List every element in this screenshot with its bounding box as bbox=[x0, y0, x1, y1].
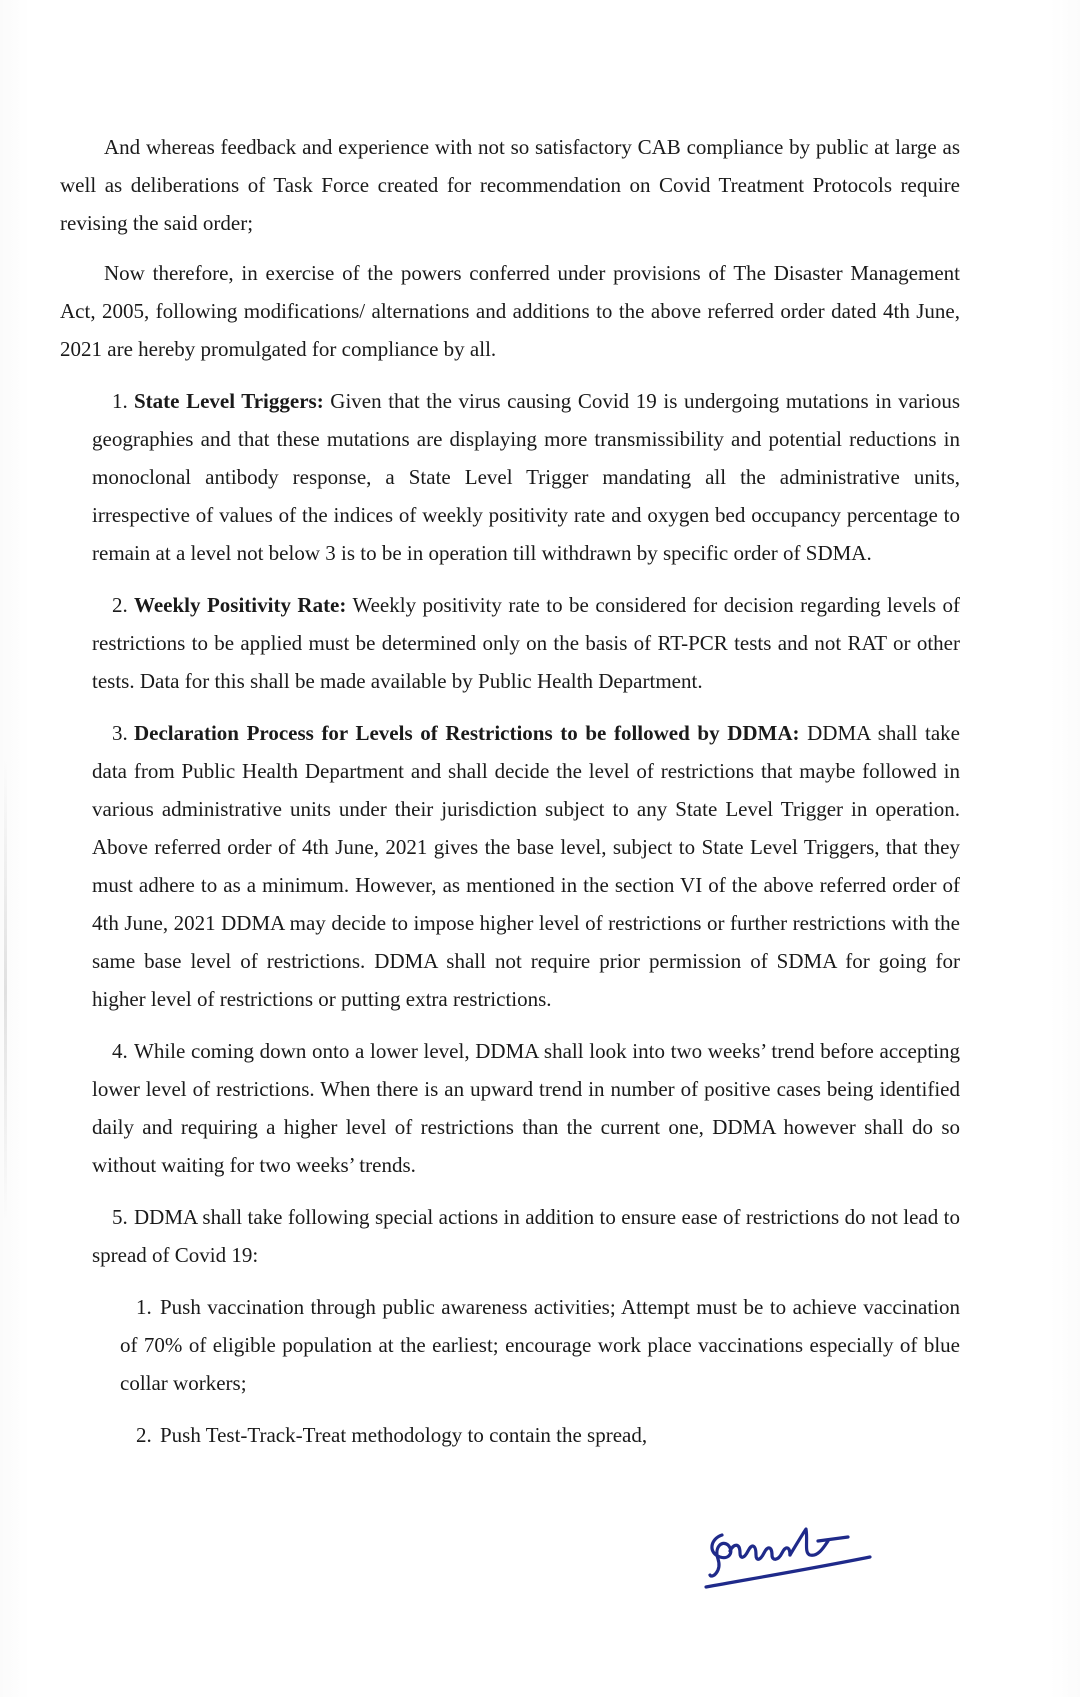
item-number: 3. bbox=[112, 721, 128, 745]
list-item-2 bbox=[60, 586, 960, 700]
item-text: While coming down onto a lower level, DDMA shall look into two weeks’ trend before accepting lower level of restrictions. When there is an upward trend in number of positive cases being identified daily and requiring a higher level of restrictions than the current one, DDMA however shall do so without waiting for two weeks’ trends. bbox=[92, 1039, 960, 1177]
scan-edge-shadow bbox=[4, 760, 7, 1220]
subitem-number: 1. bbox=[136, 1295, 152, 1319]
item-heading: Declaration Process for Levels of Restrictions to be followed by DDMA: bbox=[134, 721, 800, 745]
subitem-text: Push Test-Track-Treat methodology to contain the spread, bbox=[160, 1423, 648, 1447]
paragraph-now-therefore: Now therefore, in exercise of the powers conferred under provisions of The Disaster Management Act, 2005, following modifications/ alternations and additions to the above referred order dated 4th June, 2021 are hereby promulgated for compliance by all. bbox=[60, 261, 960, 361]
item-number: 4. bbox=[112, 1039, 128, 1063]
sub-list-item-2 bbox=[60, 1416, 960, 1454]
list-item-3 bbox=[60, 714, 960, 1018]
sub-list-item-1 bbox=[60, 1288, 960, 1402]
item-text: Given that the virus causing Covid 19 is undergoing mutations in various geographies and that these mutations are displaying more transmissibility and potential reductions in monoclonal antibody response, a State Level Trigger mandating all the administrative units, irrespective of values of the indices of weekly positivity rate and oxygen bed occupancy percentage to remain at a level not below 3 is to be in operation till withdrawn by specific order of SDMA. bbox=[92, 389, 960, 565]
item-text: DDMA shall take following special actions in addition to ensure ease of restrictions do not lead to spread of Covid 19: bbox=[92, 1205, 960, 1267]
paragraph-whereas: And whereas feedback and experience with not so satisfactory CAB compliance by public at large as well as deliberations of Task Force created for recommendation on Covid Treatment Protocols require revising the said order; bbox=[60, 135, 960, 235]
handwritten-signature bbox=[700, 1495, 900, 1605]
list-item-5 bbox=[60, 1198, 960, 1274]
item-text: Weekly positivity rate to be considered for decision regarding levels of restrictions to be applied must be determined only on the basis of RT-PCR tests and not RAT or other tests. Data for this shall be made available by Public Health Department. bbox=[92, 593, 960, 693]
subitem-number: 2. bbox=[136, 1423, 152, 1447]
item-number: 5. bbox=[112, 1205, 128, 1229]
item-heading: Weekly Positivity Rate: bbox=[134, 593, 347, 617]
list-item-1 bbox=[60, 382, 960, 572]
document-body bbox=[60, 128, 960, 1454]
item-number: 1. bbox=[112, 389, 128, 413]
item-heading: State Level Triggers: bbox=[134, 389, 324, 413]
subitem-text: Push vaccination through public awareness activities; Attempt must be to achieve vaccination of 70% of eligible population at the earliest; encourage work place vaccinations especially of blue collar workers; bbox=[120, 1295, 960, 1395]
item-number: 2. bbox=[112, 593, 128, 617]
list-item-4 bbox=[60, 1032, 960, 1184]
item-text: DDMA shall take data from Public Health Department and shall decide the level of restrictions that maybe followed in various administrative units under their jurisdiction subject to any State Level Trigger in operation. Above referred order of 4th June, 2021 gives the base level, subject to State Level Triggers, that they must adhere to as a minimum. However, as mentioned in the section VI of the above referred order of 4th June, 2021 DDMA may decide to impose higher level of restrictions or further restrictions with the same base level of restrictions. DDMA shall not require prior permission of SDMA for going for higher level of restrictions or putting extra restrictions. bbox=[92, 721, 960, 1011]
